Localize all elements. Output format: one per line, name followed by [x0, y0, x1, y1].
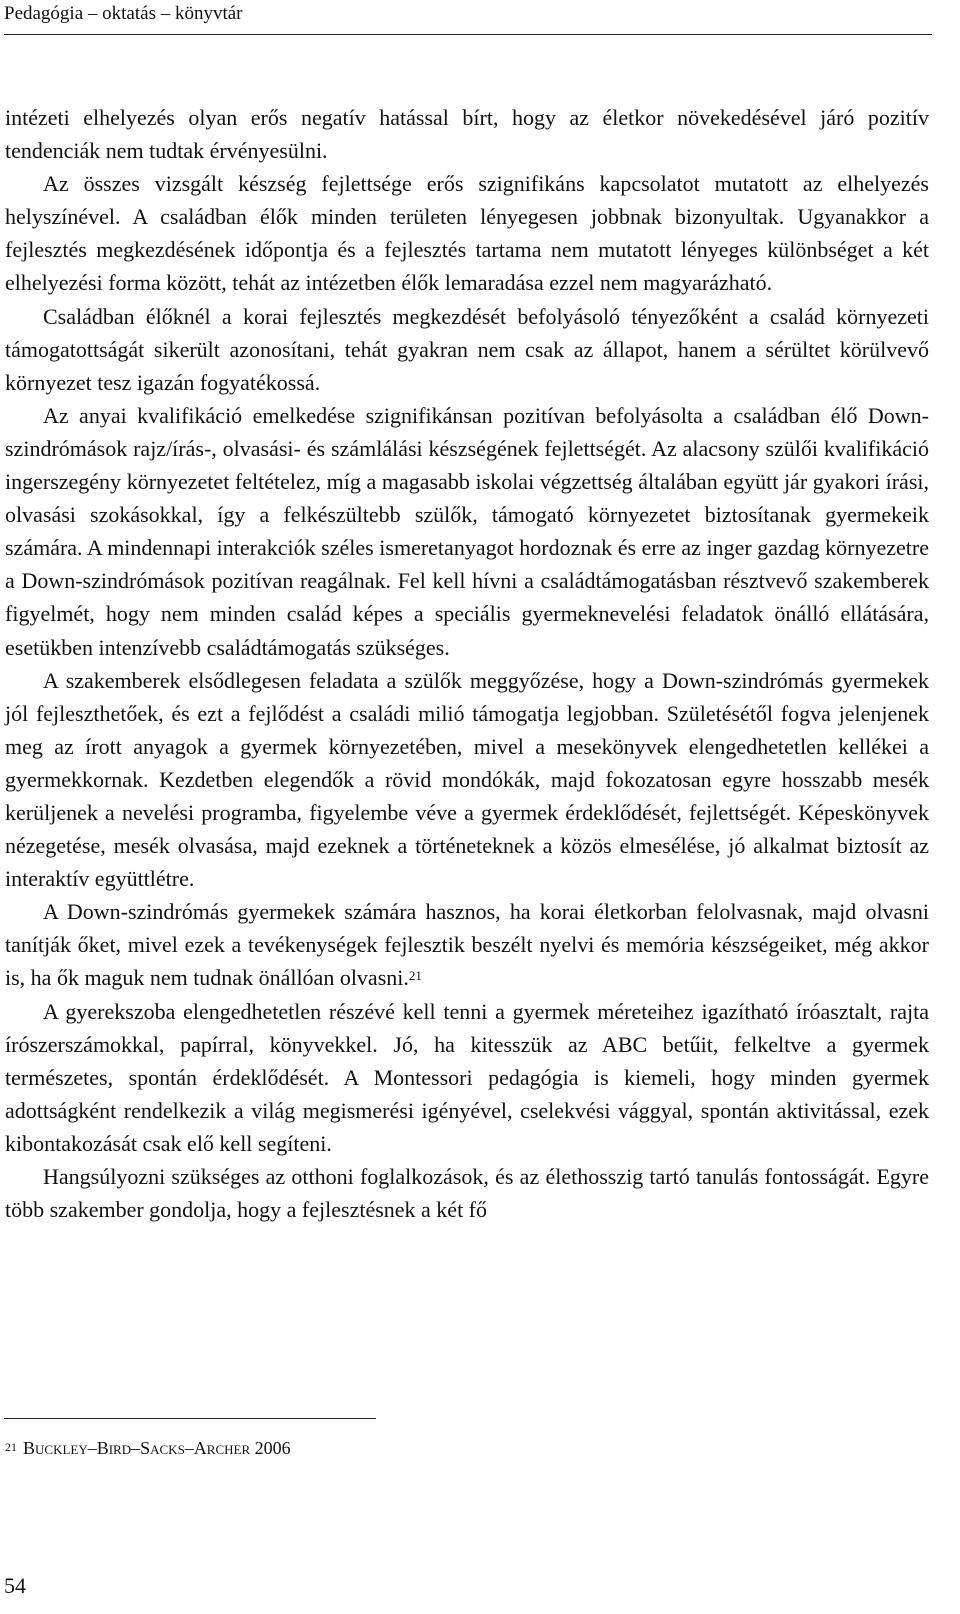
- body-text: [5, 101, 929, 1226]
- paragraph-6: [5, 895, 929, 994]
- footnote-number: 21: [5, 1440, 17, 1454]
- footnote-reference[interactable]: 21: [408, 968, 422, 984]
- paragraph-1: intézeti elhelyezés olyan erős negatív hatással bírt, hogy az életkor növekedésével járó pozitív tendenciák nem tudtak érvényesülni.: [5, 105, 929, 164]
- paragraph-4: Az anyai kvalifikáció emelkedése szignifikánsan pozitívan befolyásolta a családban élő Down-szindrómások rajz/írás-, olvasási- és számlálási készségének fejlettségét. Az alacsony szülői kvalifikáció ingerszegény környezetet feltételez, míg a magasabb iskolai végzettség általában együtt jár gyakori írási, olvasási szokásokkal, így a felkészültebb szülők, támogató környezetet biztosítanak gyermekeik számára. A mindennapi interakciók széles ismeretanyagot hordoznak és erre az inger gazdag környezetre a Down-szindrómások pozitívan reagálnak. Fel kell hívni a családtámogatásban résztvevő szakemberek figyelmét, hogy nem minden család képes a speciális gyermeknevelési feladatok önálló ellátására, esetükben intenzívebb családtámogatás szükséges.: [5, 402, 929, 660]
- paragraph-8: Hangsúlyozni szükséges az otthoni foglalkozások, és az élethosszig tartó tanulás fontosságát. Egyre több szakember gondolja, hogy a fejlesztésnek a két fő: [5, 1164, 929, 1223]
- paragraph-3: Családban élőknél a korai fejlesztés megkezdését befolyásoló tényezőként a család környezeti támogatottságát sikerült azonosítani, tehát gyakran nem csak az állapot, hanem a sérültet körülvevő környezet tesz igazán fogyatékossá.: [5, 303, 929, 395]
- footnote: [5, 1436, 291, 1460]
- paragraph-6-text: A Down-szindrómás gyermekek számára hasznos, ha korai életkorban felolvasnak, majd olvasni tanítják őket, mivel ezek a tevékenységek fejlesztik beszélt nyelvi és memória készségeiket, még akkor is, ha ők maguk nem tudnak önállóan olvasni.: [5, 899, 929, 991]
- paragraph-7: A gyerekszoba elengedhetetlen részévé kell tenni a gyermek méreteihez igazítható íróasztalt, rajta írószerszámokkal, papírral, könyvekkel. Jó, ha kitesszük az ABC betűit, felkeltve a gyermek természetes, spontán érdeklődését. A Montessori pedagógia is kiemeli, hogy minden gyermek adottságként rendelkezik a világ megismerési igényével, cselekvési vággyal, spontán aktivitással, ezek kibontakozását csak elő kell segíteni.: [5, 998, 929, 1156]
- page-number: 54: [4, 1573, 26, 1598]
- footnote-rule: [4, 1418, 376, 1419]
- running-header: Pedagógia – oktatás – könyvtár: [4, 3, 243, 24]
- paragraph-2: Az összes vizsgált készség fejlettsége erős szignifikáns kapcsolatot mutatott az elhelyezés helyszínével. A családban élők minden területen lényegesen jobbnak bizonyultak. Ugyanakkor a fejlesztés megkezdésének időpontja és a fejlesztés tartama nem mutatott lényeges különbséget a két elhelyezési forma között, tehát az intézetben élők lemaradása ezzel nem magyarázható.: [5, 171, 929, 296]
- header-rule: [4, 34, 932, 35]
- paragraph-5: A szakemberek elsődlegesen feladata a szülők meggyőzése, hogy a Down-szindrómás gyermekek jól fejleszthetőek, és ezt a fejlődést a családi milió támogatja legjobban. Születésétől fogva jelenjenek meg az írott anyagok a gyermek környezetében, mivel a mesekönyvek elengedhetetlen kellékei a gyermekkornak. Kezdetben elegendők a rövid mondókák, majd fokozatosan egyre hosszabb mesék kerüljenek a nevelési programba, figyelembe véve a gyermek érdeklődését, fejlettségét. Képeskönyvek nézegetése, mesék olvasása, majd ezeknek a történeteknek a közös elmesélése, jó alkalmat biztosít az interaktív együttlétre.: [5, 667, 929, 892]
- footnote-text: Buckley–Bird–Sacks–Archer 2006: [23, 1438, 291, 1458]
